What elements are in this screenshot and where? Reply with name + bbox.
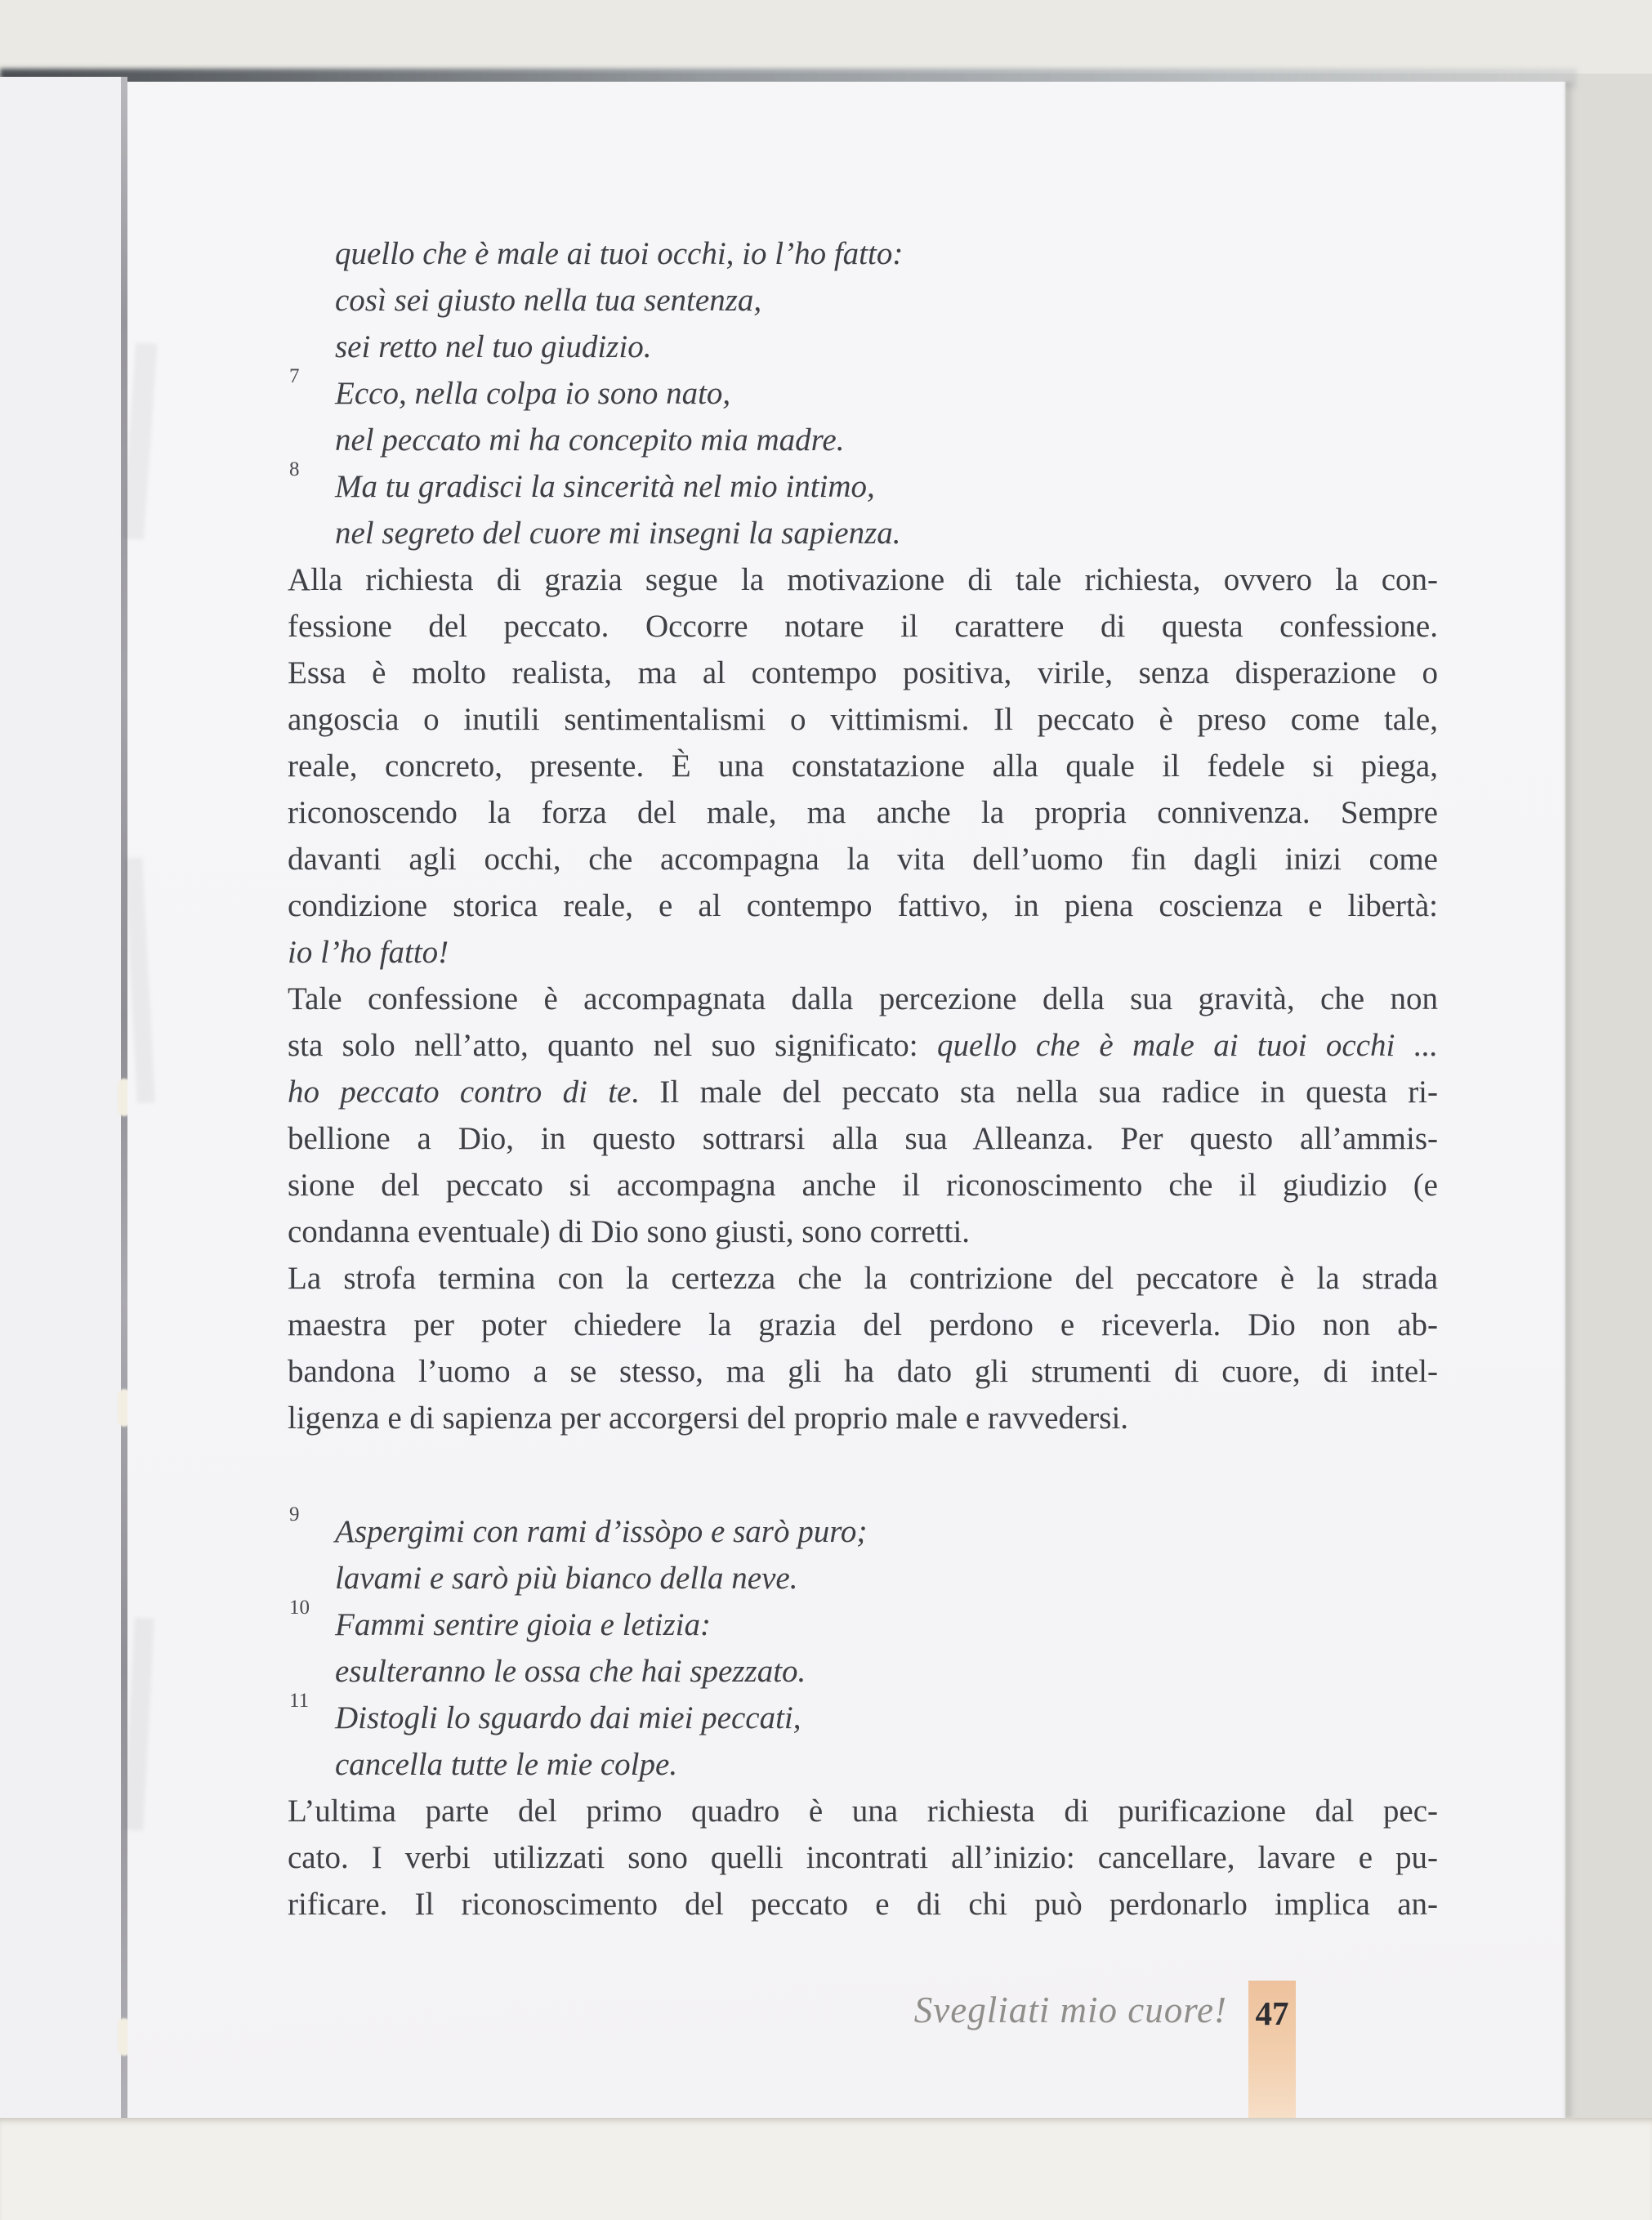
paragraph-line (288, 650, 1438, 696)
paragraph-line (288, 1255, 1438, 1302)
verse-line (288, 1503, 1438, 1555)
verse-text: Ma tu gradisci la sincerità nel mio intimo, (335, 469, 875, 504)
page-number: 47 (1255, 1994, 1289, 2032)
verse-block (288, 230, 1438, 556)
paragraph-line (288, 743, 1438, 789)
paragraph-line (288, 1788, 1438, 1834)
paragraph-line (288, 696, 1438, 743)
text-segment: Alla richiesta di grazia segue la motivazione di tale richiesta, ovvero la con- (288, 562, 1438, 597)
verse-line (288, 277, 1438, 324)
running-title: Svegliati mio cuore! (913, 1990, 1227, 2030)
paragraph-line (288, 603, 1438, 650)
verse-line (288, 230, 1438, 277)
paragraph (288, 976, 1438, 1255)
verse-line (288, 1555, 1438, 1601)
italic-phrase: quello che è male ai tuoi occhi ... (937, 1028, 1438, 1063)
paragraph-line (288, 1834, 1438, 1881)
text-segment: angoscia o inutili sentimentalismi o vittimismi. Il peccato è preso come tale, (288, 702, 1438, 737)
paragraph-line (288, 1395, 1438, 1441)
paragraph-line (288, 1022, 1438, 1069)
page-right-edge-shadow (1565, 82, 1575, 2118)
verse-text: cancella tutte le mie colpe. (335, 1747, 678, 1782)
text-segment: fessione del peccato. Occorre notare il carattere di questa confessione. (288, 609, 1438, 644)
text-segment: ligenza e di sapienza per accorgersi del proprio male e ravvedersi. (288, 1400, 1129, 1436)
text-segment: reale, concreto, presente. È una constatazione alla quale il fedele si piega, (288, 748, 1438, 784)
text-segment: bandona l’uomo a se stesso, ma gli ha dato gli strumenti di cuore, di intel- (288, 1354, 1438, 1389)
text-segment: condizione storica reale, e al contempo fattivo, in piena coscienza e libertà: (288, 888, 1438, 923)
text-segment: Essa è molto realista, ma al contempo positiva, virile, senza disperazione o (288, 655, 1438, 690)
scanner-background-bottom (0, 2118, 1652, 2220)
text-segment: La strofa termina con la certezza che la contrizione del peccatore è la strada (288, 1261, 1438, 1296)
verse-text: lavami e sarò più bianco della neve. (335, 1561, 798, 1596)
verse-line (288, 365, 1438, 417)
verse-line (288, 510, 1438, 556)
verse-line (288, 1597, 1438, 1648)
verse-text: sei retto nel tuo giudizio. (335, 329, 652, 364)
text-segment: sta solo nell’atto, quanto nel suo significato: (288, 1028, 938, 1063)
verse-text: quello che è male ai tuoi occhi, io l’ho fatto: (335, 236, 904, 271)
text-block (288, 230, 1438, 1927)
paragraph-line (288, 1208, 1438, 1255)
verse-text: esulteranno le ossa che hai spezzato. (335, 1654, 806, 1689)
paragraph (288, 556, 1438, 976)
verse-text: Ecco, nella colpa io sono nato, (335, 376, 731, 411)
verse-text: Distogli lo sguardo dai miei peccati, (335, 1700, 801, 1735)
verse-number: 9 (289, 1503, 300, 1525)
text-segment: davanti agli occhi, che accompagna la vita dell’uomo fin dagli inizi come (288, 842, 1438, 877)
verse-block (288, 1503, 1438, 1788)
verse-text: nel peccato mi ha concepito mia madre. (335, 422, 845, 458)
paragraph-line (288, 1115, 1438, 1162)
italic-phrase: ho peccato contro di te (288, 1074, 632, 1110)
paragraph (288, 1255, 1438, 1441)
scanner-background-top (0, 0, 1652, 74)
text-segment: Tale confessione è accompagnata dalla percezione della sua gravità, che non (288, 981, 1438, 1016)
verse-line (288, 417, 1438, 463)
paragraph-line (288, 836, 1438, 882)
paragraph-line (288, 1162, 1438, 1208)
verse-text: nel segreto del cuore mi insegni la sapienza. (335, 516, 901, 551)
facing-page-edge (0, 77, 123, 2118)
paragraph-line (288, 1302, 1438, 1348)
text-segment: maestra per poter chiedere la grazia del perdono e riceverla. Dio non ab- (288, 1307, 1438, 1342)
verse-number: 8 (289, 458, 300, 480)
verse-number: 10 (289, 1597, 310, 1619)
verse-text: Aspergimi con rami d’issòpo e sarò puro; (335, 1514, 868, 1549)
paragraph-line (288, 789, 1438, 836)
paragraph-line (288, 882, 1438, 929)
verse-line (288, 324, 1438, 370)
verse-line (288, 458, 1438, 510)
text-segment: rificare. Il riconoscimento del peccato e di chi può perdonarlo implica an- (288, 1887, 1438, 1922)
italic-phrase: io l’ho fatto! (288, 935, 449, 970)
text-segment: condanna eventuale) di Dio sono giusti, sono corretti. (288, 1214, 971, 1249)
verse-line (288, 1690, 1438, 1741)
verse-text: così sei giusto nella tua sentenza, (335, 283, 762, 318)
paragraph-line (288, 929, 1438, 976)
text-segment: . Il male del peccato sta nella sua radice in questa ri- (631, 1074, 1439, 1110)
verse-number: 11 (289, 1690, 310, 1712)
paragraph-line (288, 1348, 1438, 1395)
paragraph (288, 1788, 1438, 1927)
verse-line (288, 1741, 1438, 1788)
paragraph-line (288, 556, 1438, 603)
text-segment: L’ultima parte del primo quadro è una richiesta di purificazione dal pec- (288, 1793, 1438, 1829)
text-segment: riconoscendo la forza del male, ma anche la propria connivenza. Sempre (288, 795, 1438, 830)
verse-line (288, 1648, 1438, 1695)
paragraph-line (288, 976, 1438, 1022)
paragraph-line (288, 1069, 1438, 1115)
page-number-box (1248, 1981, 1296, 2118)
text-segment: sione del peccato si accompagna anche il riconoscimento che il giudizio (e (288, 1168, 1438, 1203)
verse-number: 7 (289, 365, 300, 387)
text-segment: bellione a Dio, in questo sottrarsi alla sua Alleanza. Per questo all’ammis- (288, 1121, 1438, 1156)
paragraph-line (288, 1881, 1438, 1927)
text-segment: cato. I verbi utilizzati sono quelli incontrati all’inizio: cancellare, lavare e pu- (288, 1840, 1438, 1875)
verse-text: Fammi sentire gioia e letizia: (335, 1607, 711, 1642)
